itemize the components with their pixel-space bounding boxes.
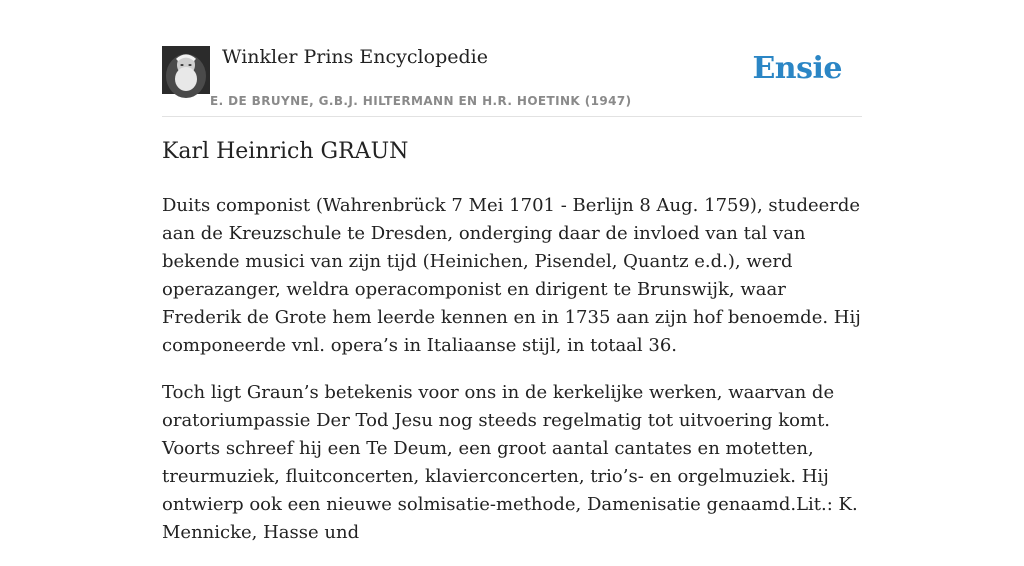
authors-credit: E. DE BRUYNE, G.B.J. HILTERMANN EN H.R. HOETINK (1947): [210, 94, 632, 108]
article-body: [162, 192, 864, 566]
ensie-logo[interactable]: Ensie: [752, 51, 842, 86]
author-avatar-icon[interactable]: [162, 46, 210, 94]
article-paragraph: Toch ligt Graun’s betekenis voor ons in de kerkelijke werken, waarvan de oratoriumpassie Der Tod Jesu nog steeds regelmatig tot uitvoering komt. Voorts schreef hij een Te Deum, een groot aantal cantates en motetten, treurmuziek, fluitconcerten, klavierconcerten, trio’s- en orgelmuziek. Hij ontwierp ook een nieuwe solmisatie-methode, Damenisatie genaamd.Lit.: K. Mennicke, Hasse und: [162, 382, 858, 543]
article-paragraph: Duits componist (Wahrenbrück 7 Mei 1701 - Berlijn 8 Aug. 1759), studeerde aan de Kreuzschule te Dresden, onderging daar de invloed van tal van bekende musici van zijn tijd (Heinichen, Pisendel, Quantz e.d.), werd operazanger, weldra operacomponist en dirigent te Brunswijk, waar Frederik de Grote hem leerde kennen en in 1735 aan zijn hof benoemde. Hij componeerde vnl. opera’s in Italiaanse stijl, in totaal 36.: [162, 195, 861, 356]
article-title: Karl Heinrich GRAUN: [162, 139, 409, 164]
site-header: [162, 45, 862, 117]
site-title[interactable]: Winkler Prins Encyclopedie: [222, 46, 488, 68]
